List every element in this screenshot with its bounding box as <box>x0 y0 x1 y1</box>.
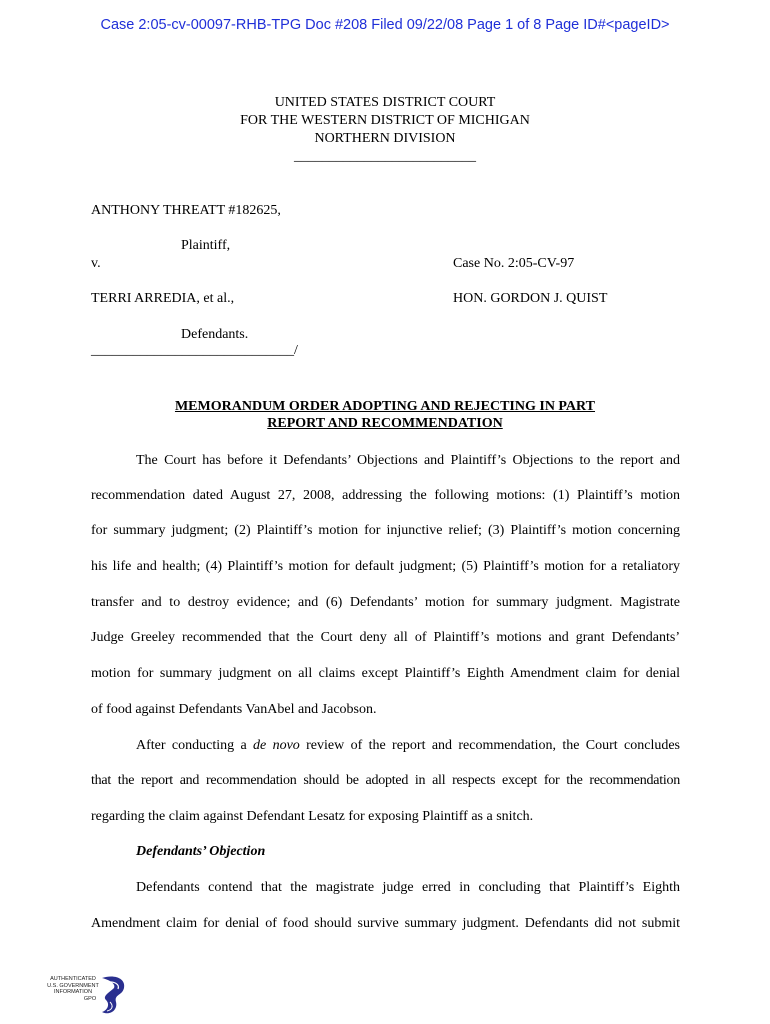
italic-term: de novo <box>253 738 300 753</box>
body-line: Defendants contend that the magistrate judge erred in concluding that Plaintiff’s Eighth <box>136 880 680 895</box>
court-division: NORTHERN DIVISION <box>314 131 456 146</box>
court-rule: __________________________ <box>294 149 476 164</box>
body-line: Amendment claim for denial of food should survive summary judgment. Defendants did not submit <box>91 916 680 931</box>
body-line: recommendation dated August 27, 2008, addressing the following motions: (1) Plaintiff’s motion <box>91 488 680 503</box>
body-line: of food against Defendants VanAbel and Jacobson. <box>91 702 377 717</box>
logo-text: U.S. GOVERNMENT <box>47 982 99 989</box>
versus: v. <box>91 256 101 271</box>
body-line: regarding the claim against Defendant Lesatz for exposing Plaintiff as a snitch. <box>91 809 534 824</box>
body-line <box>136 737 680 755</box>
body-line: The Court has before it Defendants’ Objections and Plaintiff’s Objections to the report and <box>136 453 680 468</box>
logo-text: INFORMATION <box>53 989 93 995</box>
body-line: for summary judgment; (2) Plaintiff’s motion for injunctive relief; (3) Plaintiff’s motion concerning <box>91 523 680 538</box>
body-text: After conducting a <box>136 738 254 753</box>
body-line: motion for summary judgment on all claims except Plaintiff’s Eighth Amendment claim for denial <box>91 666 680 681</box>
case-number: Case No. 2:05-CV-97 <box>453 256 575 271</box>
plaintiff-role: Plaintiff, <box>181 238 231 253</box>
logo-text: GPO <box>83 995 97 1002</box>
gpo-authentication-logo <box>44 972 134 1018</box>
court-name-line-1: UNITED STATES DISTRICT COURT <box>274 95 496 110</box>
logo-text: AUTHENTICATED <box>50 976 96 982</box>
body-line: that the report and recommendation should be adopted in all respects except for the recommendation <box>91 773 680 788</box>
defendant-name: TERRI ARREDIA, et al., <box>91 291 235 306</box>
court-name-line-2: FOR THE WESTERN DISTRICT OF MICHIGAN <box>240 113 530 128</box>
judge-name: HON. GORDON J. QUIST <box>453 291 608 306</box>
body-line: Judge Greeley recommended that the Court deny all of Plaintiff’s motions and grant Defendants’ <box>91 630 680 645</box>
defendant-role: Defendants. <box>181 327 249 342</box>
plaintiff-name: ANTHONY THREATT #182625, <box>91 203 281 218</box>
document-title-line-1: MEMORANDUM ORDER ADOPTING AND REJECTING IN PART <box>174 399 596 414</box>
case-header-stamp: Case 2:05-cv-00097-RHB-TPG Doc #208 Filed 09/22/08 Page 1 of 8 Page ID#<pageID> <box>100 17 670 33</box>
body-line: transfer and to destroy evidence; and (6) Defendants’ motion for summary judgment. Magistrate <box>91 595 680 610</box>
caption-end-rule: _____________________________/ <box>91 343 298 358</box>
section-heading: Defendants’ Objection <box>136 844 266 859</box>
document-title-line-2: REPORT AND RECOMMENDATION <box>267 416 503 431</box>
body-text: review of the report and recommendation, the Court concludes <box>299 738 680 753</box>
body-line: his life and health; (4) Plaintiff’s motion for default judgment; (5) Plaintiff’s motion for a retaliatory <box>91 559 680 574</box>
